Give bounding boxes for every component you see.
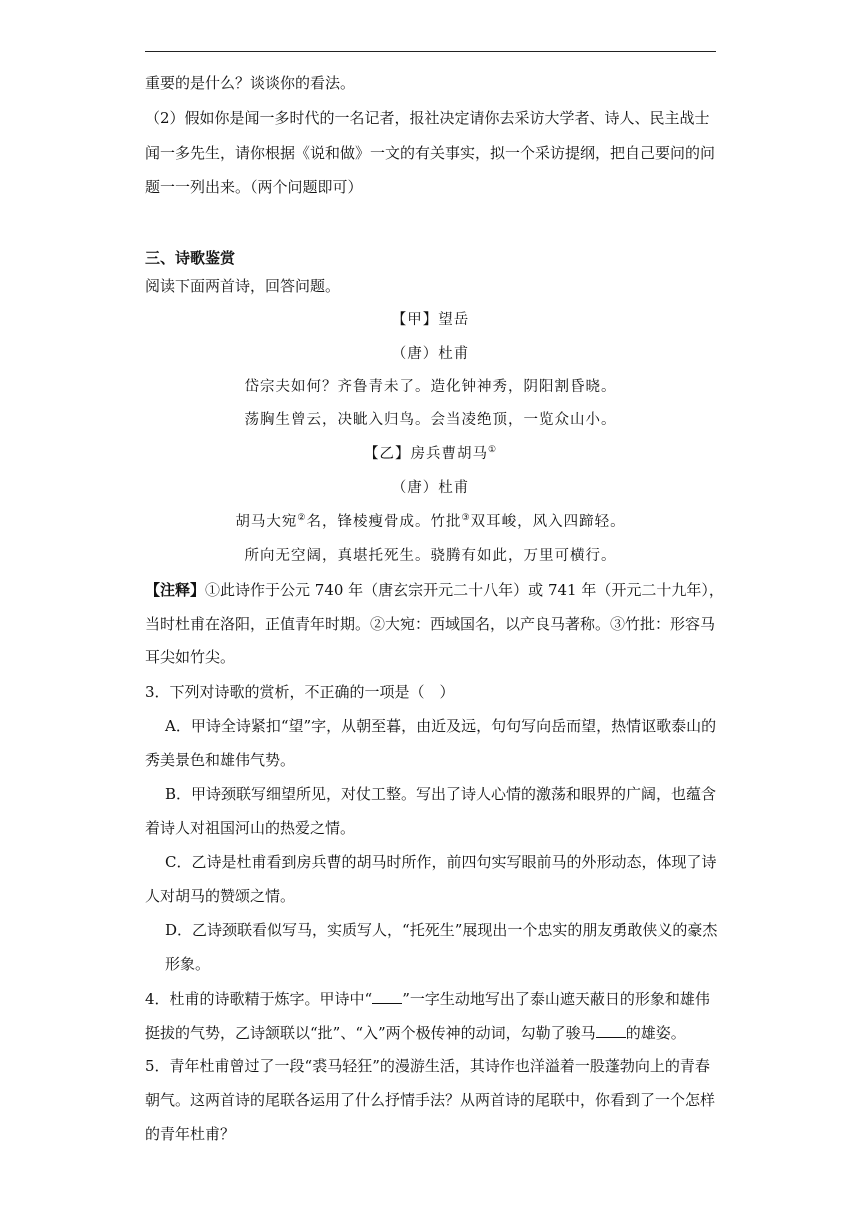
- poem-a-line-1: 岱宗夫如何？齐鲁青未了。造化钟神秀，阴阳割昏晓。: [244, 379, 617, 395]
- q3-option-b-line-1: B．甲诗颈联写细望所见，对仗工整。写出了诗人心情的激荡和眼界的广阔，也蕴含: [165, 785, 717, 803]
- poem-a-line-2: 荡胸生曾云，决眦入归鸟。会当凌绝顶，一览众山小。: [244, 412, 617, 428]
- q3-option-c-line-1: C．乙诗是杜甫看到房兵曹的胡马时所作，前四句实写眼前马的外形动态，体现了诗: [165, 853, 717, 871]
- q2-line-3: 题一一列出来。（两个问题即可）: [145, 178, 363, 196]
- notes-line-2: 当时杜甫在洛阳，正值青年时期。②大宛：西域国名，以产良马著称。③竹批：形容马: [145, 615, 716, 633]
- poem-b-line-1-c: 双耳峻，风入四蹄轻。: [470, 514, 626, 530]
- q4-line-1-a: 4．杜甫的诗歌精于炼字。甲诗中“: [145, 990, 373, 1008]
- notes-line-1-text: ①此诗作于公元 740 年（唐玄宗开元二十八年）或 741 年（开元二十九年），: [205, 581, 724, 599]
- q4-line-2-b: 的雄姿。: [625, 1024, 686, 1042]
- section-intro: 阅读下面两首诗，回答问题。: [145, 277, 341, 295]
- notes-label: 【注释】: [145, 581, 206, 599]
- header-rule: [145, 51, 716, 52]
- poem-a-author: （唐）杜甫: [391, 346, 470, 362]
- poem-b-line-1-b: 名，锋棱瘦骨成。竹批: [306, 514, 462, 530]
- q4-blank-1[interactable]: [372, 989, 402, 1004]
- q4-line-2-a: 挺拔的气势，乙诗颔联以“批”、“入”两个极传神的动词，勾勒了骏马: [145, 1024, 596, 1042]
- poem-b-title-note: ①: [487, 445, 498, 456]
- poem-b-title-text: 【乙】房兵曹胡马: [363, 446, 488, 462]
- poem-b-title: [145, 445, 716, 463]
- poem-b-note-3: ③: [461, 513, 471, 524]
- q5-line-2: 朝气。这两首诗的尾联各运用了什么抒情手法？从两首诗的尾联中，你看到了一个怎样: [145, 1091, 716, 1109]
- notes-line-3: 耳尖如竹尖。: [145, 648, 236, 666]
- poem-b-author: （唐）杜甫: [391, 480, 470, 496]
- poem-b-line-1-a: 胡马大宛: [235, 514, 298, 530]
- q2-line-1: （2）假如你是闻一多时代的一名记者，报社决定请你去采访大学者、诗人、民主战士: [145, 109, 710, 127]
- q3-option-b-line-2: 着诗人对祖国河山的热爱之情。: [145, 819, 356, 837]
- q3-option-a-line-1: A．甲诗全诗紧扣“望”字，从朝至暮，由近及远，句句写向岳而望，热情讴歌泰山的: [165, 717, 717, 735]
- poem-a-title: 【甲】望岳: [391, 312, 470, 328]
- q4-line-1: [145, 989, 725, 1008]
- q3-option-d-line-2: 形象。: [165, 955, 211, 973]
- poem-b-line-1: [145, 513, 716, 531]
- q3-stem: 3．下列对诗歌的赏析，不正确的一项是（ ）: [145, 683, 455, 701]
- poem-b-line-2: 所向无空阔，真堪托死生。骁腾有如此，万里可横行。: [244, 548, 617, 564]
- q5-line-1: 5．青年杜甫曾过了一段“裘马轻狂”的漫游生活，其诗作也洋溢着一股蓬勃向上的青春: [145, 1057, 710, 1075]
- poem-b-note-2: ②: [297, 513, 307, 524]
- q5-line-3: 的青年杜甫？: [145, 1125, 236, 1143]
- section-heading: 三、诗歌鉴赏: [145, 249, 236, 267]
- q3-option-d-line-1: D．乙诗颈联看似写马，实质写人，“托死生”展现出一个忠实的朋友勇敢侠义的豪杰: [165, 921, 718, 939]
- q4-line-2: [145, 1023, 725, 1042]
- question-continuation: 重要的是什么？谈谈你的看法。: [145, 74, 356, 92]
- q3-option-a-line-2: 秀美景色和雄伟气势。: [145, 751, 296, 769]
- notes-line-1: [145, 581, 725, 599]
- q2-line-2: 闻一多先生，请你根据《说和做》一文的有关事实，拟一个采访提纲，把自己要问的问: [145, 144, 716, 162]
- q3-option-c-line-2: 人对胡马的赞颂之情。: [145, 887, 296, 905]
- q4-blank-2[interactable]: [596, 1023, 626, 1038]
- q4-line-1-b: ”一字生动地写出了泰山遮天蔽日的形象和雄伟: [402, 990, 710, 1008]
